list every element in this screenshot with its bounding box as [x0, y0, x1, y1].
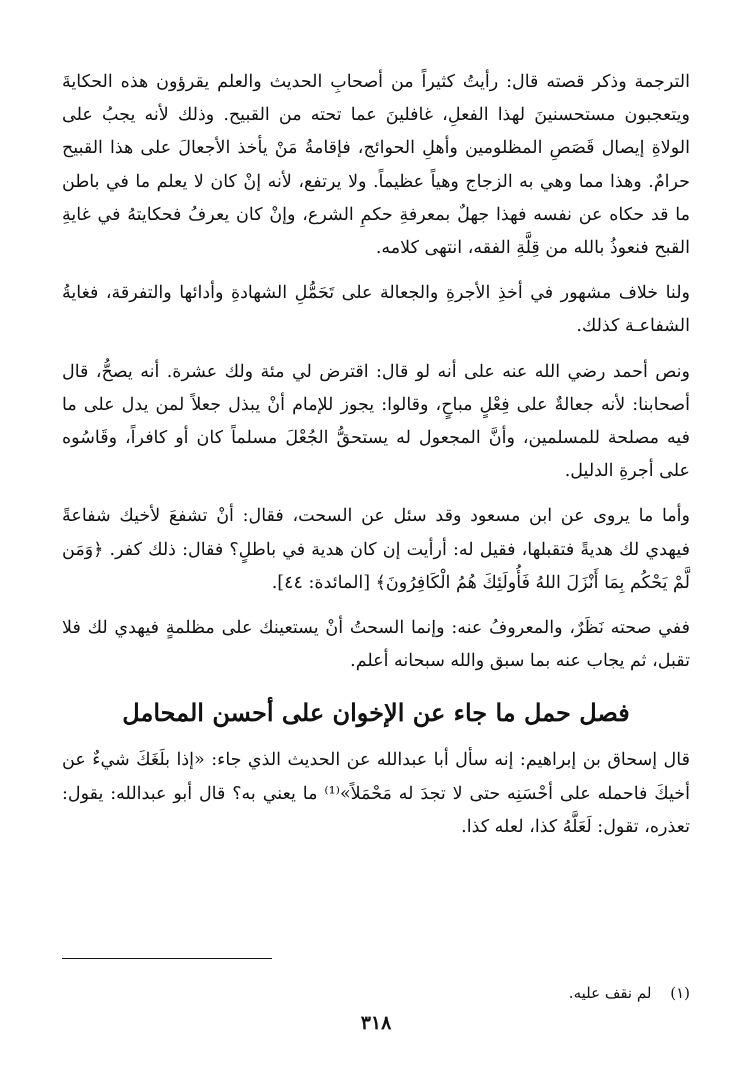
- book-page: [62, 66, 690, 1034]
- page-number: ٣١٨: [360, 1012, 392, 1034]
- line: ذلك كفر. ﴿وَمَن لَّمْ يَحْكُم بِمَا أَنْزَلَ اللهُ فَأُولَئِكَ هُمُ الْكَافِرُونَ﴾ [المائدة: ٤٤].: [62, 539, 690, 593]
- line: الأجعالَ على هذا القبيح حرامٌ. وهذا مما وهي به الزجاج وهياً عظيماً. ولا: [62, 138, 690, 192]
- line: ولنا خلاف مشهور في أخذِ الأجرةِ والجعالة على تَحَمُّلِ الشهادةِ وأدائها: [179, 283, 690, 304]
- line: ونص أحمد رضي الله عنه على أنه لو قال: اقترض لي مئة ولك عشرة. أنه: [140, 361, 690, 382]
- line: وأما ما يروى عن ابن مسعود وقد سئل عن السحت، فقال: أنْ تشفعَ لأخيك: [119, 506, 690, 527]
- line: يرتفع، لأنه إنْ كان لا يعلم ما في باطن ما قد حكاه عن نفسه فهذا جهلٌ بمعرفةِ: [62, 171, 690, 225]
- paragraph-3: [62, 356, 690, 489]
- line: شفاعةً فيهدي لك هديةً فتقبلها، فقيل له: أرأيت إن كان هدية في باطلٍ؟ فقال:: [62, 506, 690, 560]
- paragraph-1: [62, 66, 690, 265]
- line: والتفرقة، فغايةُ الشفاعـة كذلك.: [62, 283, 690, 337]
- line: لأنه يجبُ على الولاةِ إيصال قَصَصِ المظلومين وأهلِ الحوائج، فإقامةُ مَنْ يأخذ: [62, 105, 690, 159]
- paragraph-4: [62, 500, 690, 600]
- line: الترجمة وذكر قصته قال: رأيتُ كثيراً من أصحابِ الحديث والعلم يقرؤون هذه: [120, 72, 690, 92]
- footnote-divider: [62, 958, 272, 959]
- paragraph-5: [62, 612, 690, 678]
- line: قال إسحاق بن إبراهيم: إنه سأل أبا عبدالله عن الحديث الذي جاء: «إذا: [176, 750, 690, 771]
- line: فيهدي لك فلا تقبل، ثم يجاب عنه بما سبق والله سبحانه أعلم.: [62, 618, 690, 672]
- line: بلَغَكَ شيءٌ عن أخيكَ فاحمله على أحْسَنِه حتى لا تجدَ له مَحْمَلاً»⁽¹⁾ ما يعني: [62, 750, 690, 804]
- paragraph-2: [62, 277, 690, 343]
- line: مسلماً كان أو كافراً، وقَاسُوه على أجرةِ الدليل.: [62, 428, 690, 482]
- body-text-top: [62, 66, 690, 678]
- line: الحكايةَ ويتعجبون مستحسنينَ لهذا الفعلِ، غافلينَ عما تحته من القبيح. وذلك: [62, 72, 690, 126]
- line: به؟ قال أبو عبدالله: يقول: تعذره، تقول: لَعَلَّهُ كذا، لعله كذا.: [62, 783, 690, 837]
- footnote: [569, 982, 690, 1004]
- footnote-text: لم نقف عليه.: [568, 984, 652, 1002]
- footnote-number: (١): [670, 984, 690, 1002]
- line: جعلاً لمن يدل على ما فيه مصلحة للمسلمين، وأنَّ المجعول له يستحقُّ الجُعْلَ: [62, 394, 690, 449]
- line: ففي صحته نَظَرٌ، والمعروفُ عنه: وإنما السحتُ أنْ يستعينك على مظلمةٍ: [165, 618, 690, 639]
- section-heading: فصل حمل ما جاء عن الإخوان على أحسن المحامل: [122, 698, 630, 728]
- body-text-bottom: [62, 744, 690, 844]
- paragraph-6: [62, 744, 690, 844]
- line: انتهى كلامه.: [375, 238, 463, 259]
- line: يصحُّ، قال أصحابنا: لأنه جعالةٌ على فِعْلٍ مباحٍ، وقالوا: يجوز للإمام أنْ يبذل: [62, 361, 690, 415]
- line: حكمِ الشرع، وإنْ كان يعرفُ فحكايتهُ في غايةِ القبح فنعوذُ بالله من قِلَّةِ الفقه،: [62, 204, 690, 259]
